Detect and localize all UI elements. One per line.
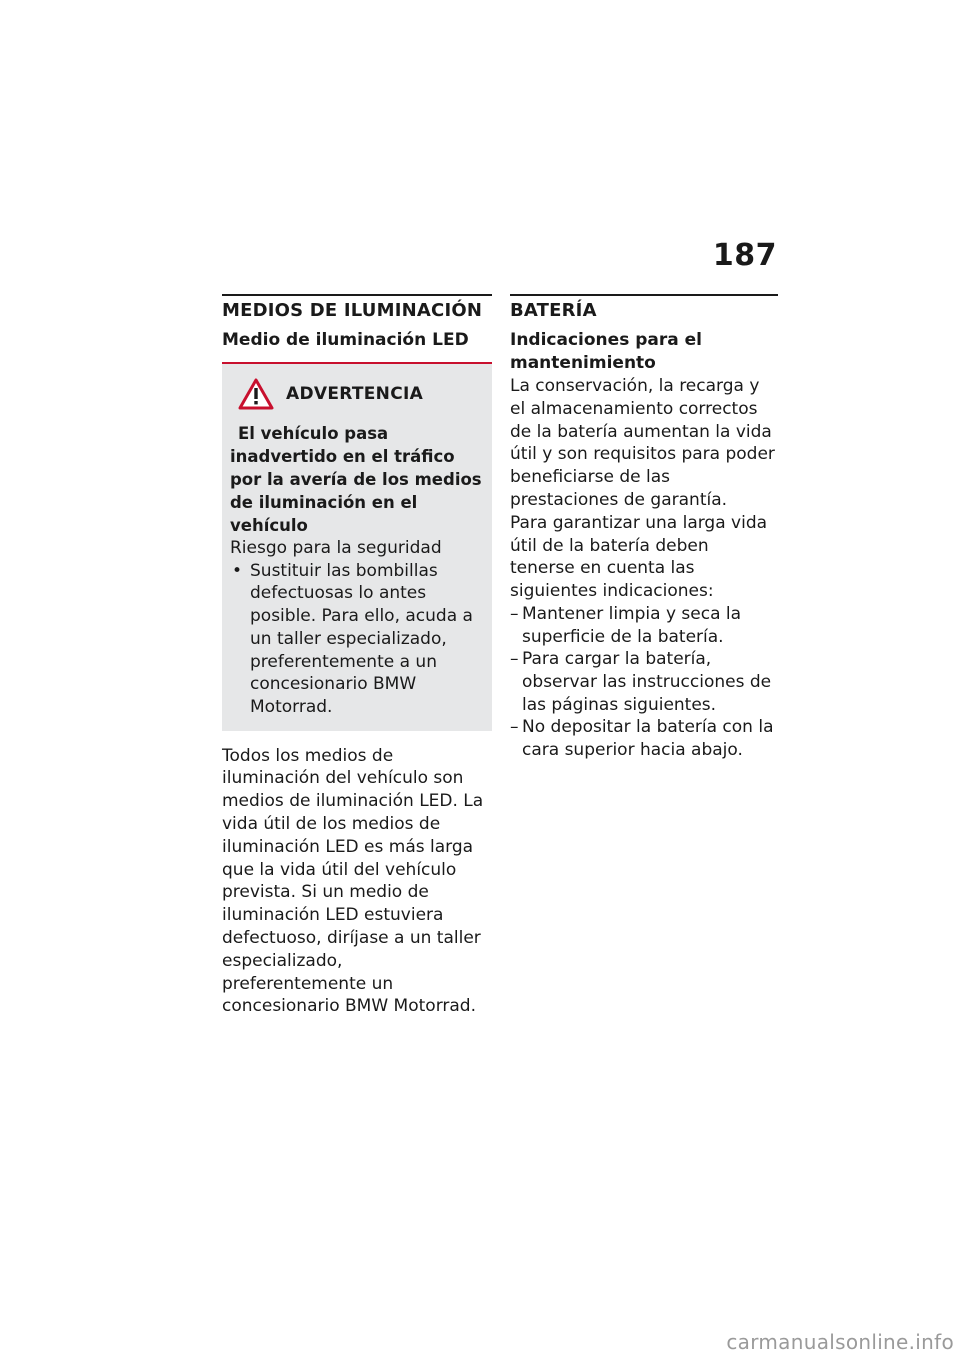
subhead-maintenance: Indicaciones para el mantenimiento bbox=[510, 330, 702, 373]
watermark: carmanualsonline.info bbox=[726, 1330, 954, 1354]
dash-mark: – bbox=[510, 603, 519, 624]
warning-title: ADVERTENCIA bbox=[286, 384, 424, 404]
section-rule bbox=[222, 294, 492, 296]
subhead-led: Medio de iluminación LED bbox=[222, 330, 469, 350]
page-number: 187 bbox=[712, 238, 777, 273]
list-item-text: Sustituir las bombillas defectuosas lo antes posible. Para ello, acuda a un taller especializado, preferentemente a un concesionario BMW Motorrad. bbox=[250, 560, 473, 717]
warning-risk: Riesgo para la seguridad bbox=[230, 538, 442, 558]
list-item bbox=[510, 716, 778, 761]
bullet-mark: • bbox=[232, 560, 243, 581]
dash-mark: – bbox=[510, 717, 519, 738]
list-item-text: Para cargar la batería, observar las instrucciones de las páginas siguientes. bbox=[522, 649, 772, 715]
warning-heading: El vehículo pasa inadvertido en el tráfico por la avería de los medios de iluminación en el vehículo bbox=[230, 424, 482, 535]
list-item-text: Mantener limpia y seca la superficie de la batería. bbox=[522, 603, 742, 647]
battery-dash-list bbox=[510, 603, 778, 762]
dash-mark: – bbox=[510, 649, 519, 670]
warning-box bbox=[222, 364, 492, 731]
warning-triangle-icon bbox=[238, 378, 274, 410]
battery-paragraph-2: Para garantizar una larga vida útil de la batería deben tenerse en cuenta las siguientes indicaciones: bbox=[510, 512, 768, 602]
list-item-text: No depositar la batería con la cara superior hacia abajo. bbox=[522, 717, 774, 761]
left-column bbox=[222, 294, 492, 1018]
list-item bbox=[510, 648, 778, 716]
battery-paragraph-1: La conservación, la recarga y el almacenamiento correctos de la batería aumentan la vida útil y son requisitos para poder beneficiarse de las prestaciones de garantía. bbox=[510, 376, 775, 510]
warning-header bbox=[238, 378, 484, 410]
led-paragraph: Todos los medios de iluminación del vehículo son medios de iluminación LED. La vida útil de los medios de iluminación LED es más larga que la vida útil del vehículo prevista. Si un medio de iluminación LED estuviera defectuoso, diríjase a un taller especializado, preferentemente un concesionario BMW Motorrad. bbox=[222, 745, 484, 1017]
section-rule bbox=[510, 294, 778, 296]
section-title-battery: BATERÍA bbox=[510, 300, 597, 321]
right-column bbox=[510, 294, 778, 762]
list-item bbox=[230, 560, 484, 719]
list-item bbox=[510, 603, 778, 648]
section-title-lighting: MEDIOS DE ILUMINACIÓN bbox=[222, 300, 483, 321]
warning-bullet-list bbox=[230, 560, 484, 719]
